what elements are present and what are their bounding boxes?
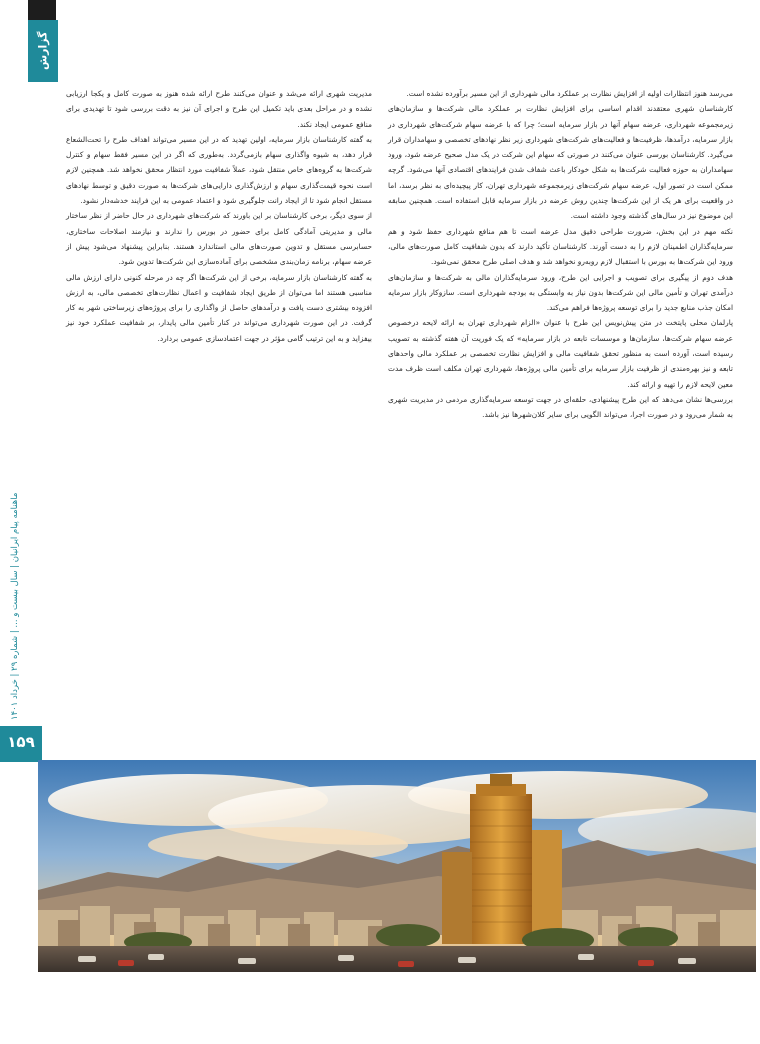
paragraph: از سوی دیگر، برخی کارشناسان بر این باورند که شرکت‌های شهرداری در حال حاضر از نظر ساختار مالی و مدیریتی آمادگی کامل برای حضور در بورس را ندارند و نیازمند اصلاحات ساختاری، حسابرسی مستقل و تدوین صورت‌های مالی استاندارد هستند. بنابراین پیشنهاد می‌شود پیش از عرضه سهام، برنامه زمان‌بندی مشخصی برای آماده‌سازی این شرکت‌ها تدوین شود. (66, 211, 372, 267)
paragraph: نکته مهم در این بخش، ضرورت طراحی دقیق مدل عرضه است تا هم منافع شهرداری حفظ شود و هم سرمایه‌گذاران اطمینان لازم را به دست آورند. کارشناسان تأکید دارند که بدون شفافیت کامل صورت‌های مالی، ورود این شرکت‌ها به بورس با استقبال لازم روبه‌رو نخواهد شد و هدف اصلی طرح محقق نمی‌شود. (388, 226, 733, 267)
article-column-left (66, 86, 372, 346)
skyline-illustration (38, 760, 756, 972)
paragraph: پارلمان محلی پایتخت در متن پیش‌نویس این طرح با عنوان «الزام شهرداری تهران به ارائه لایحه درخصوص عرضه سهام شرکت‌ها، سازمان‌ها و موسسات تابعه در بازار سرمایه» که یک فوریت آن هفته گذشته به تصویب رسیده است، آورده است به منظور تحقق شفافیت مالی و افزایش نظارت تخصصی بر عملکرد مالی واحدهای تابعه و نیز بهره‌مندی از ظرفیت بازار سرمایه برای تأمین مالی پروژه‌ها، شهرداری تهران مکلف است ظرف مدت معین لایحه لازم را تهیه و ارائه کند. (388, 318, 733, 389)
section-label: گزارش (36, 31, 50, 71)
page-number: ۱۵۹ (7, 733, 35, 751)
paragraph: به گفته کارشناسان بازار سرمایه، اولین تهدید که در این مسیر می‌تواند اهداف طرح را تحت‌الشعاع قرار دهد، به شیوه واگذاری سهام بازمی‌گردد. به‌طوری که اگر در این مسیر فقط سهام و کنترل شرکت‌ها به گروه‌های خاص منتقل شود، عملاً شفافیت مورد انتظار محقق نخواهد شد. همچنین لازم است نحوه قیمت‌گذاری سهام و ارزش‌گذاری دارایی‌های شرکت‌ها به صورت دقیق و توسط نهادهای مستقل انجام شود تا از ایجاد رانت جلوگیری شود و اعتماد عمومی به این فرایند خدشه‌دار نشود. (66, 134, 372, 206)
paragraph: کارشناسان شهری معتقدند اقدام اساسی برای افزایش نظارت بر عملکرد مالی شرکت‌ها و سازمان‌های زیرمجموعه شهرداری، عرضه سهام آنها در بازار سرمایه است؛ چرا که با عرضه سهام شرکت‌های شهرداری در بازار سرمایه، درآمدها، ظرفیت‌ها و فعالیت‌های شرکت‌های شهرداری زیر نظر نهادهای تخصصی و سهامداران قرار می‌گیرد. کارشناسان بورسی عنوان می‌کنند در صورتی که سهام این شرکت در یک مدل صحیح عرضه شود، ورود سهامداران به حوزه فعالیت شرکت‌ها به شکل خودکار باعث شفاف شدن فرایندهای اقتصادی آنها می‌شود. گرچه ممکن است در تصور اول، عرضه سهام شرکت‌های زیرمجموعه شهرداری تهران، کار پیچیده‌ای به نظر برسد، اما در واقعیت برای هر یک از این شرکت‌ها چندین روش عرضه در بازار سرمایه قابل استفاده است. همچنین سابقه این موضوع نیز در سال‌های گذشته وجود داشته است. (388, 104, 733, 221)
paragraph: به گفته کارشناسان بازار سرمایه، برخی از این شرکت‌ها اگر چه در مرحله کنونی دارای ارزش مالی مناسبی هستند اما می‌توان از طریق ایجاد شفافیت و اعمال نظارت‌های تخصصی مالی، به ارزش افزوده بیشتری دست یافت و درآمدهای حاصل از واگذاری را برای پروژه‌های زیرساختی شهر به کار گرفت. در این صورت شهرداری می‌تواند در کنار تأمین مالی پایدار، بر شفافیت عملکرد خود نیز بیفزاید و به این ترتیب گامی مؤثر در جهت اعتمادسازی عمومی بردارد. (66, 272, 372, 343)
paragraph: بررسی‌ها نشان می‌دهد که این طرح پیشنهادی، حلقه‌ای در جهت توسعه سرمایه‌گذاری مردمی در مدیریت شهری به شمار می‌رود و در صورت اجرا، می‌تواند الگویی برای سایر کلان‌شهرها نیز باشد. (388, 394, 733, 420)
paragraph: مدیریت شهری ارائه می‌شد و عنوان می‌کنند طرح ارائه شده هنوز به صورت کامل و یکجا ارزیابی نشده و در مراحل بعدی باید تکمیل این طرح و اجرای آن نیز به دقت بررسی شود تا تهدیدی برای منافع عمومی ایجاد نکند. (66, 89, 372, 129)
city-skyline-photo (38, 760, 756, 972)
paragraph: می‌رسد هنوز انتظارات اولیه از افزایش نظارت بر عملکرد مالی شهرداری از این مسیر برآورده نشده است. (406, 89, 733, 98)
paragraph: هدف دوم از پیگیری برای تصویب و اجرایی این طرح، ورود سرمایه‌گذاران مالی به شرکت‌ها و سازمان‌های درآمدی تهران و تأمین مالی این شرکت‌ها بدون نیاز به وابستگی به بودجه شهرداری است. سازوکار بازار سرمایه امکان جذب منابع جدید را برای توسعه پروژه‌ها فراهم می‌کند. (388, 272, 733, 313)
magazine-running-footer: ماهنامه پیام ایرانیان | سال بیست و ... | شماره ۲۹ | خرداد ۱۴۰۱ (10, 492, 20, 720)
article-column-right (388, 86, 733, 423)
section-tab-top (28, 0, 56, 20)
